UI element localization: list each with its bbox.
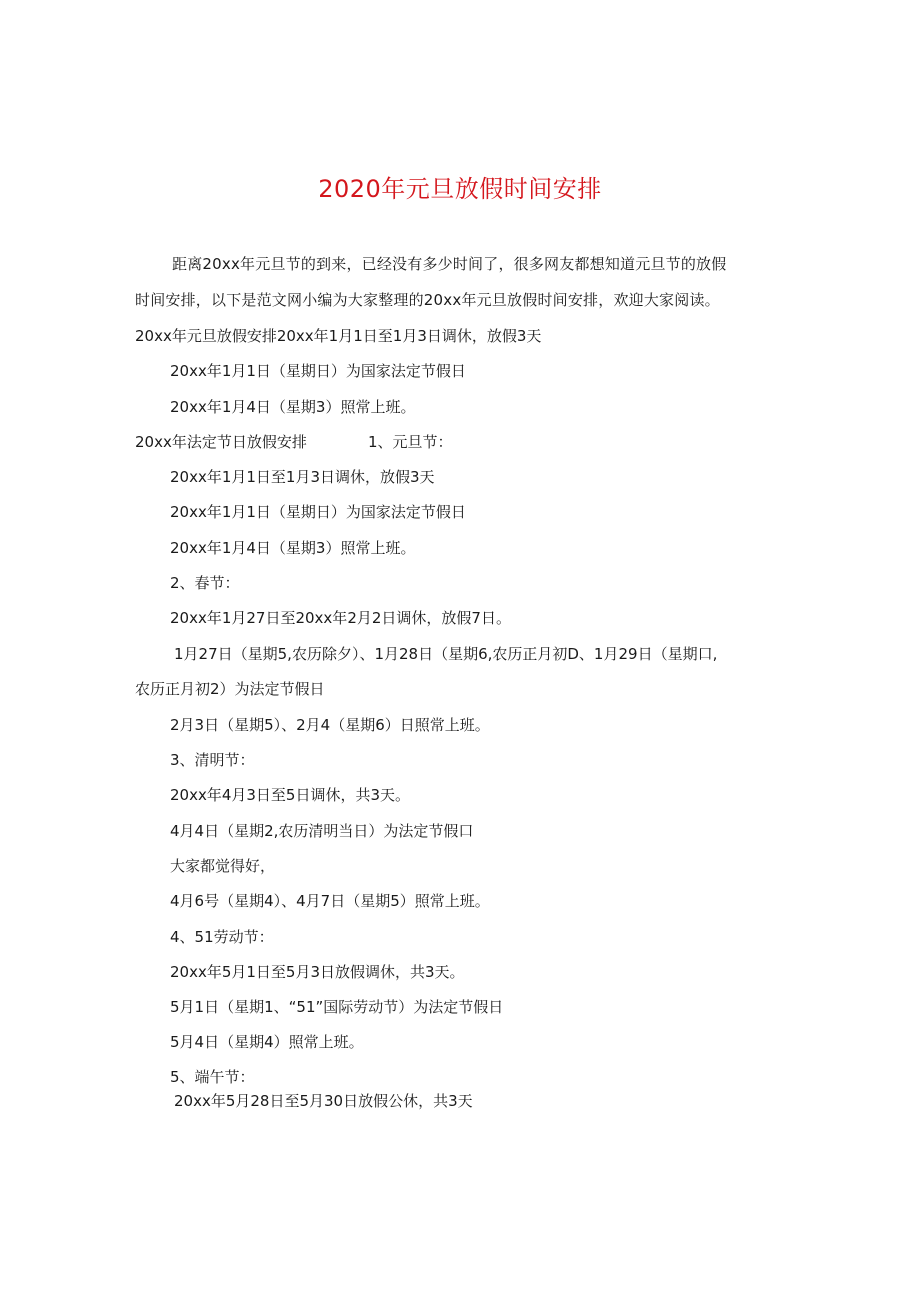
- paragraph-line: 20xx年1月4日（星期3）照常上班。: [170, 539, 416, 557]
- paragraph-line: 时间安排，以下是范文网小编为大家整理的20xx年元旦放假时间安排，欢迎大家阅读。: [135, 291, 720, 309]
- paragraph-line: 20xx年4月3日至5日调休，共3天。: [170, 786, 411, 804]
- section-heading: 3、清明节：: [170, 751, 255, 769]
- document-title: 2020年元旦放假时间安排: [318, 175, 602, 203]
- paragraph-line: 大家都觉得好，: [170, 857, 276, 875]
- paragraph-line: 20xx年1月1日（星期日）为国家法定节假日: [170, 503, 466, 521]
- paragraph-line: 20xx年5月1日至5月3日放假调休，共3天。: [170, 963, 465, 981]
- section-heading: 2、春节：: [170, 574, 240, 592]
- paragraph-line: 农历正月初2）为法定节假日: [135, 680, 325, 698]
- paragraph-line: 4月4日（星期2,农历清明当日）为法定节假口: [170, 822, 474, 840]
- paragraph-line: 1月27日（星期5,农历除夕）、1月28日（星期6,农历正月初D、1月29日（星期口,: [174, 645, 718, 663]
- paragraph-line: 5月1日（星期1、“51”国际劳动节）为法定节假日: [170, 998, 504, 1016]
- paragraph-line: 20xx年元旦放假安排20xx年1月1日至1月3日调休，放假3天: [135, 327, 542, 345]
- section-heading: 1、元旦节：: [368, 433, 453, 451]
- section-heading: 20xx年法定节日放假安排: [135, 433, 307, 451]
- paragraph-line: 20xx年1月1日至1月3日调休，放假3天: [170, 468, 435, 486]
- paragraph-line: 20xx年1月4日（星期3）照常上班。: [170, 398, 416, 416]
- paragraph-line: 2月3日（星期5）、2月4（星期6）日照常上班。: [170, 716, 490, 734]
- paragraph-line: 5月4日（星期4）照常上班。: [170, 1033, 364, 1051]
- section-heading: 5、端午节：: [170, 1068, 255, 1086]
- paragraph-line: 距离20xx年元旦节的到来，已经没有多少时间了，很多网友都想知道元旦节的放假: [172, 255, 727, 273]
- paragraph-line: 20xx年1月27日至20xx年2月2日调休，放假7日。: [170, 609, 511, 627]
- paragraph-line: 20xx年5月28日至5月30日放假公休，共3天: [174, 1092, 473, 1110]
- paragraph-line: 4月6号（星期4）、4月7日（星期5）照常上班。: [170, 892, 490, 910]
- section-heading: 4、51劳动节：: [170, 928, 274, 946]
- paragraph-line: 20xx年1月1日（星期日）为国家法定节假日: [170, 362, 466, 380]
